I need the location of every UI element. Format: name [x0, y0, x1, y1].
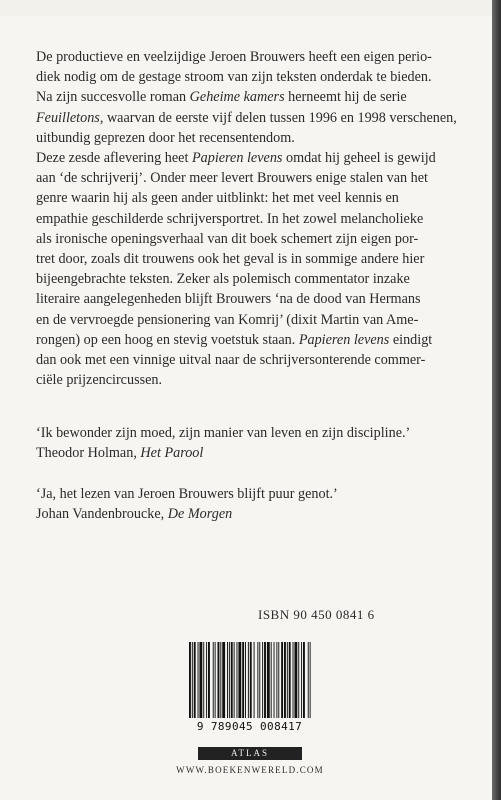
blurb-line-7: aan ‘de schrijverij’. Onder meer levert Brouwers enige stalen van het	[36, 170, 428, 187]
quote-author: Theodor Holman,	[36, 445, 141, 462]
blurb-line-3	[36, 87, 468, 107]
blurb-line-6	[36, 148, 468, 168]
blurb-line-3-head: Na zijn succesvolle roman	[36, 89, 190, 106]
quote-text: ‘Ik bewonder zijn moed, zijn manier van leven en zijn discipline.’	[36, 425, 411, 441]
blurb-line-15-tail: eindigt	[389, 331, 433, 348]
quote-author: Johan Vandenbroucke,	[36, 506, 168, 523]
quote-source: De Morgen	[167, 506, 233, 523]
blurb-line-3-tail: herneemt hij de serie	[284, 89, 407, 106]
quote-text: ‘Ja, het lezen van Jeroen Brouwers blijft puur genot.’	[36, 486, 338, 502]
blurb-line-16: dan ook met een vinnige uitval naar de schrijversonterende commer-	[36, 352, 426, 369]
cover-top-band	[0, 0, 492, 16]
title-feuilletons: Feuilletons	[36, 109, 100, 126]
blurb-line-2: diek nodig om de gestage stroom van zijn teksten onderdak te bieden.	[36, 69, 432, 86]
blurb-line-15	[36, 330, 468, 350]
book-spine-edge	[492, 0, 501, 800]
blurb-line-15-head: rongen) op een hoog en stevig voetstuk staan.	[36, 331, 299, 348]
blurb-line-9: empathie geschilderde schrijversportret. In het zowel melancholieke	[36, 210, 424, 227]
title-papieren-levens-2: Papieren levens	[298, 331, 390, 348]
quote-attribution	[36, 443, 468, 463]
isbn-label: ISBN 90 450 0841 6	[258, 607, 375, 622]
title-geheime-kamers: Geheime kamers	[189, 89, 285, 106]
blurb-line-6-tail: omdat hij geheel is gewijd	[282, 150, 436, 167]
barcode	[187, 642, 312, 740]
barcode-bars	[187, 642, 312, 722]
quote-vandenbroucke	[36, 484, 468, 524]
blurb-line-17: ciële prijzencircussen.	[36, 372, 163, 389]
blurb-line-8: genre waarin hij als geen ander uitblinkt: het met veel kennis en	[36, 190, 399, 207]
blurb-line-13: literaire aangelegenheden blijft Brouwers ‘na de dood van Hermans	[36, 291, 421, 308]
blurb-line-11: tret door, zoals dit trouwens ook het geval is in sommige andere hier	[36, 251, 425, 268]
blurb-line-1: De productieve en veelzijdige Jeroen Brouwers heeft een eigen perio-	[36, 49, 432, 65]
blurb-line-14: en de vervroegde pensionering van Komrij’ (dixit Martin van Ame-	[36, 311, 419, 328]
barcode-number: 9 789045 008417	[196, 720, 303, 733]
publisher-website: WWW.BOEKENWERELD.COM	[176, 765, 324, 775]
publisher-logo: ATLAS	[198, 747, 302, 760]
blurb-line-10: als ironische openingsverhaal van dit boek schemert zijn eigen por-	[36, 230, 419, 247]
title-papieren-levens: Papieren levens	[191, 150, 283, 167]
blurb-line-4	[36, 108, 468, 128]
blurb-text	[36, 47, 468, 390]
quote-attribution	[36, 504, 468, 524]
blurb-line-6-head: Deze zesde aflevering heet	[36, 150, 192, 167]
blurb-line-5: uitbundig geprezen door het recensentendom.	[36, 129, 295, 146]
blurb-line-12: bijeengebrachte teksten. Zeker als polemisch commentator inzake	[36, 271, 410, 288]
quote-source: Het Parool	[140, 445, 204, 462]
blurb-line-4-tail: , waarvan de eerste vijf delen tussen 1996 en 1998 verschenen,	[99, 109, 457, 126]
quote-holman	[36, 423, 468, 463]
